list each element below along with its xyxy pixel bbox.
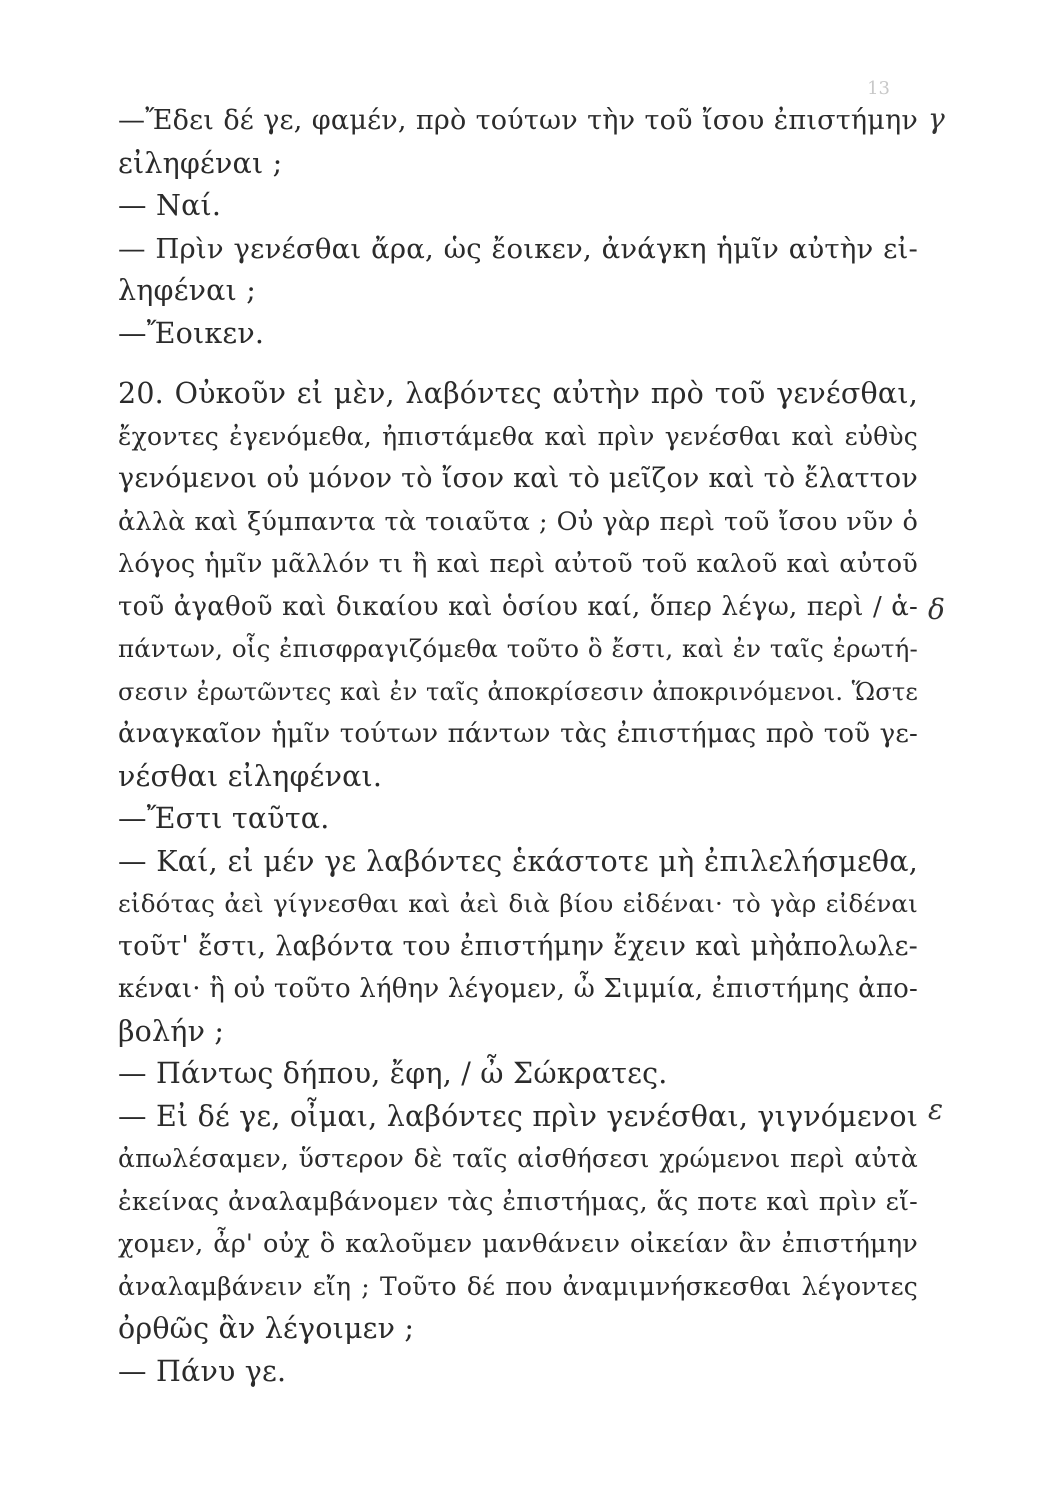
text-line: ἀλλὰ καὶ ξύμπαντα τὰ τοιαῦτα ; Οὐ γὰρ περὶ τοῦ ἴσου νῦν ὁ bbox=[118, 506, 918, 537]
text-line: —Ἔοικεν. bbox=[118, 316, 265, 350]
text-line: ληφέναι ; bbox=[118, 274, 257, 307]
text-line: —Ἔδει δέ γε, φαμέν, πρὸ τούτων τὴν τοῦ ἴσου ἐπιστήμην bbox=[118, 105, 918, 136]
text-line: — Καί, εἰ μέν γε λαβόντες ἑκάστοτε μὴ ἐπιλελήσμεθα, bbox=[118, 844, 918, 878]
text-line: εἰδότας ἀεὶ γίγνεσθαι καὶ ἀεὶ διὰ βίου εἰδέναι· τὸ γὰρ εἰδέναι bbox=[118, 889, 918, 918]
text-line: ἀναγκαῖον ἡμῖν τούτων πάντων τὰς ἐπιστήμας πρὸ τοῦ γε- bbox=[118, 719, 918, 749]
text-line: 20. Οὐκοῦν εἰ μὲν, λαβόντες αὐτὴν πρὸ τοῦ γενέσθαι, bbox=[118, 377, 918, 410]
text-line: — Πάντως δήπου, ἔφη, / ὦ Σώκρατες. bbox=[118, 1057, 668, 1090]
text-line: γενόμενοι οὐ μόνον τὸ ἴσον καὶ τὸ μεῖζον καὶ τὸ ἔλαττον bbox=[118, 463, 918, 494]
margin-letter-gamma: γ bbox=[928, 102, 945, 135]
page-number: 13 bbox=[867, 78, 890, 99]
text-line: χομεν, ἆρ' οὐχ ὃ καλοῦμεν μανθάνειν οἰκείαν ἂν ἐπιστήμην bbox=[118, 1229, 918, 1259]
text-line: —Ἔστι ταῦτα. bbox=[118, 802, 330, 835]
text-line: ἀναλαμβάνειν εἴη ; Τοῦτο δέ που ἀναμιμνήσκεσθαι λέγοντες bbox=[118, 1271, 918, 1301]
text-line: τοῦ ἀγαθοῦ καὶ δικαίου καὶ ὁσίου καί, ὅπερ λέγω, περὶ / ἁ- bbox=[118, 591, 918, 622]
text-line: τοῦτ' ἔστι, λαβόντα του ἐπιστήμην ἔχειν καὶ μὴἀπολωλε- bbox=[118, 930, 918, 962]
text-line: πάντων, οἷς ἐπισφραγιζόμεθα τοῦτο ὃ ἔστι, καὶ ἐν ταῖς ἐρωτή- bbox=[118, 634, 918, 663]
text-line: ὀρθῶς ἂν λέγοιμεν ; bbox=[118, 1312, 415, 1345]
text-line: — Ναί. bbox=[118, 189, 222, 222]
text-line: εἰληφέναι ; bbox=[118, 146, 283, 180]
text-line: νέσθαι εἰληφέναι. bbox=[118, 759, 383, 793]
text-line: κέναι· ἢ οὐ τοῦτο λήθην λέγομεν, ὦ Σιμμία, ἐπιστήμης ἀπο- bbox=[118, 974, 918, 1004]
text-line: λόγος ἡμῖν μᾶλλόν τι ἢ καὶ περὶ αὐτοῦ τοῦ καλοῦ καὶ αὐτοῦ bbox=[118, 549, 918, 579]
margin-letter-delta: δ bbox=[928, 593, 945, 626]
text-line: σεσιν ἐρωτῶντες καὶ ἐν ταῖς ἀποκρίσεσιν ἀποκρινόμενοι. Ὥστε bbox=[118, 677, 918, 706]
text-line: ἀπωλέσαμεν, ὕστερον δὲ ταῖς αἰσθήσεσι χρώμενοι περὶ αὐτὰ bbox=[118, 1144, 918, 1173]
text-line: — Πάνυ γε. bbox=[118, 1354, 287, 1388]
text-column bbox=[118, 100, 918, 1393]
text-line: βολήν ; bbox=[118, 1014, 225, 1048]
text-line: ἔχοντες ἐγενόμεθα, ἠπιστάμεθα καὶ πρὶν γενέσθαι καὶ εὐθὺς bbox=[118, 421, 918, 451]
text-line: — Πρὶν γενέσθαι ἄρα, ὡς ἔοικεν, ἀνάγκη ἡμῖν αὐτὴν εἰ- bbox=[118, 232, 918, 265]
text-line: — Εἰ δέ γε, οἶμαι, λαβόντες πρὶν γενέσθαι, γιγνόμενοι bbox=[118, 1099, 919, 1133]
text-line: ἐκείνας ἀναλαμβάνομεν τὰς ἐπιστήμας, ἅς ποτε καὶ πρὶν εἴ- bbox=[118, 1186, 918, 1217]
margin-letter-epsilon: ε bbox=[928, 1093, 944, 1126]
